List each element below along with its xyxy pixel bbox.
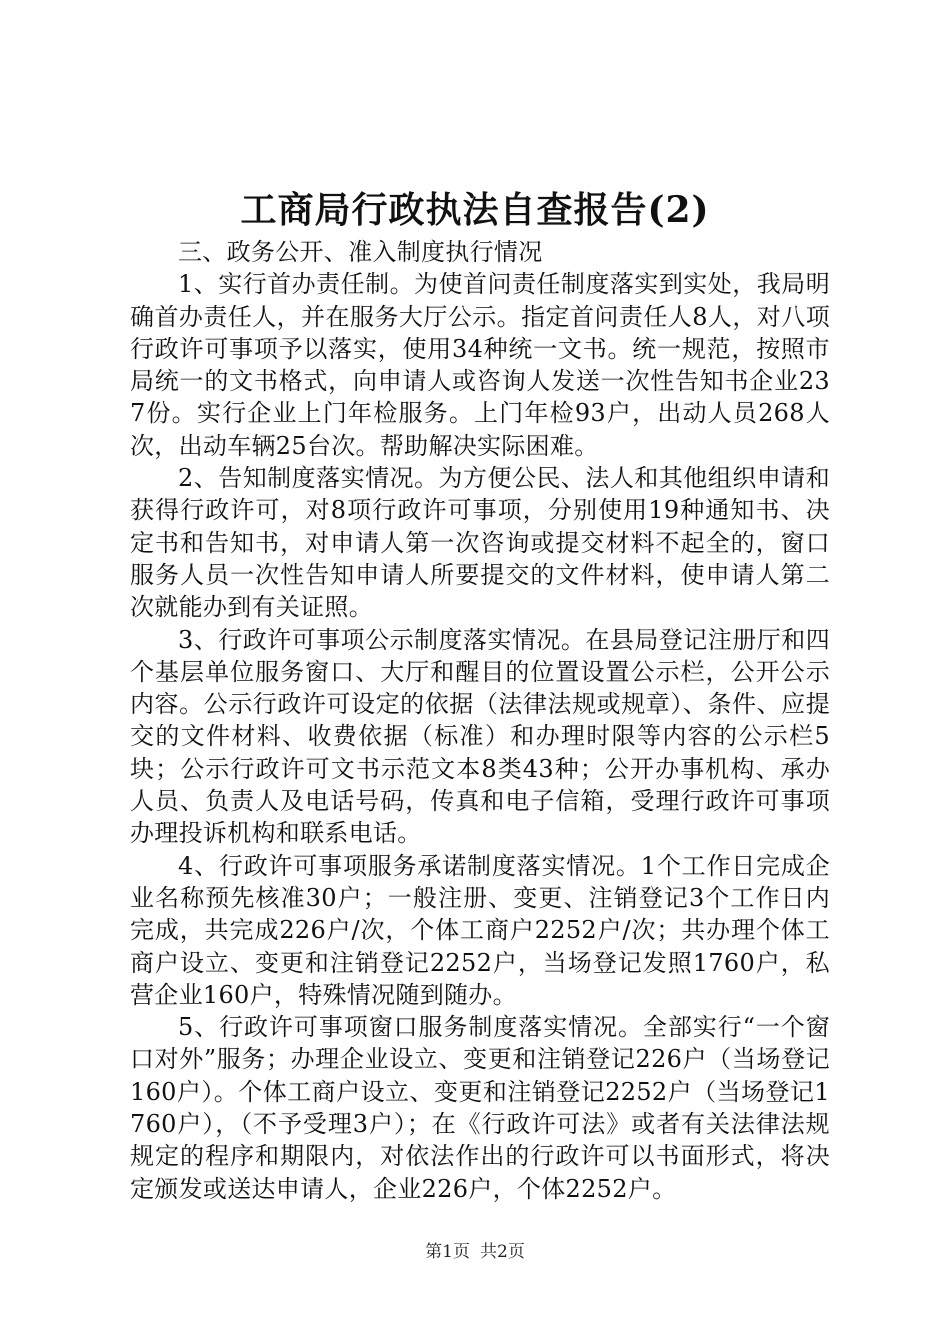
page-number: 第1页 [425, 1242, 470, 1262]
section-heading: 三、政务公开、准入制度执行情况 [178, 238, 543, 266]
document-body [130, 236, 830, 1205]
page-footer [0, 1240, 950, 1264]
paragraph-window-service: 5、行政许可事项窗口服务制度落实情况。全部实行“一个窗口对外”服务；办理企业设立、变更和注销登记226户（当场登记160户）。个体工商户设立、变更和注销登记2252户（当场登记1760户），（不予受理3户）；在《行政许可法》或者有关法律法规规定的程序和期限内，对依法作出的行政许可以书面形式，将决定颁发或送达申请人，企业226户，个体2252户。 [130, 1013, 830, 1203]
paragraph-public-notice: 3、行政许可事项公示制度落实情况。在县局登记注册厅和四个基层单位服务窗口、大厅和醒目的位置设置公示栏，公开公示内容。公示行政许可设定的依据（法律法规或规章）、条件、应提交的文件材料、收费依据（标准）和办理时限等内容的公示栏5块；公示行政许可文书示范文本8类43种；公开办事机构、承办人员、负责人及电话号码，传真和电子信箱，受理行政许可事项办理投诉机构和联系电话。 [130, 625, 830, 848]
paragraph-service-commitment: 4、行政许可事项服务承诺制度落实情况。1个工作日完成企业名称预先核准30户；一般注册、变更、注销登记3个工作日内完成，共完成226户/次，个体工商户2252户/次；共办理个体工商户设立、变更和注销登记2252户，当场登记发照1760户，私营企业160户，特殊情况随到随办。 [130, 851, 830, 1009]
paragraph-notification-system: 2、告知制度落实情况。为方便公民、法人和其他组织申请和获得行政许可，对8项行政许可事项，分别使用19种通知书、决定书和告知书，对申请人第一次咨询或提交材料不起全的，窗口服务人员一次性告知申请人所要提交的文件材料，使申请人第二次就能办到有关证照。 [130, 464, 830, 622]
document-title: 工商局行政执法自查报告(2) [240, 189, 710, 231]
page-total: 共2页 [480, 1242, 525, 1262]
paragraph-first-responsibility: 1、实行首办责任制。为使首问责任制度落实到实处，我局明确首办责任人，并在服务大厅公示。指定首问责任人8人，对八项行政许可事项予以落实，使用34种统一文书。统一规范，按照市局统一的文书格式，向申请人或咨询人发送一次性告知书企业237份。实行企业上门年检服务。上门年检93户，出动人员268人次，出动车辆25台次。帮助解决实际困难。 [130, 270, 830, 460]
